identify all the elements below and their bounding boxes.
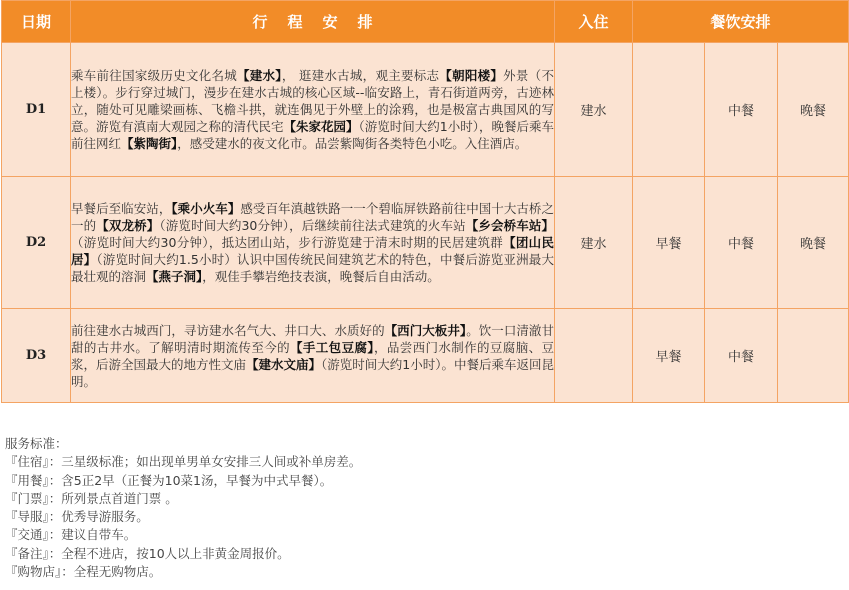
description-text: 感受百年滇越铁路一一个碧临屏铁路前往中国十大古桥之一的	[71, 201, 554, 233]
description-text: （游览时间大约30分钟），抵达团山站，步行游览建于清末时期的民居建筑群	[71, 235, 504, 250]
service-line-shopping: 『购物店』：全程无购物店。	[5, 564, 162, 580]
day-description	[71, 177, 555, 309]
service-line-tickets: 『门票』：所列景点首道门票 。	[5, 490, 178, 506]
attraction-name: 【朱家花园】	[283, 119, 359, 134]
breakfast-cell: 早餐	[633, 177, 705, 309]
table-header-row	[2, 1, 849, 43]
description-text: （游览时间大约1小时）。中餐后乘车返回昆明。	[71, 356, 554, 389]
dinner-cell	[778, 309, 849, 403]
description-text: （游览时间大约1.5小时）认识中国传统民间建筑艺术的特色，中餐后游览亚洲最大最壮观的溶洞	[71, 252, 554, 284]
stay-cell	[555, 309, 633, 403]
attraction-name: 【朝阳楼】	[439, 68, 504, 83]
description-text: ，品尝西门水制作的豆腐脑、豆浆，后游全国最大的地方性文庙	[71, 339, 554, 372]
attraction-name: 【双龙桥】	[96, 218, 160, 233]
description-text: 乘车前往国家级历史文化名城	[71, 68, 237, 83]
header-itinerary-label: 行程安排	[252, 13, 393, 31]
day-label: D3	[2, 309, 71, 403]
service-line-transport: 『交通』：建议自带车。	[5, 527, 137, 543]
description-text: 早餐后至临安站，	[71, 201, 172, 216]
header-stay: 入住	[555, 1, 633, 43]
dinner-cell: 晚餐	[778, 43, 849, 177]
lunch-cell: 中餐	[705, 309, 778, 403]
breakfast-cell	[633, 43, 705, 177]
description-text: ， 逛建水古城，观主要标志	[281, 68, 440, 83]
service-line-guide: 『导服』：优秀导游服务。	[5, 509, 149, 525]
service-line-meals: 『用餐』：含5正2早（正餐为10菜1汤，早餐为中式早餐）。	[5, 472, 333, 488]
service-line-notes: 『备注』：全程不进店，按10人以上非黄金周报价。	[5, 545, 290, 561]
header-date: 日期	[2, 1, 71, 43]
itinerary-table	[1, 0, 849, 403]
header-itinerary	[71, 1, 555, 43]
table-row	[2, 177, 849, 309]
breakfast-cell: 早餐	[633, 309, 705, 403]
description-text: ，观佳手攀岩绝技表演，晚餐后自由活动。	[202, 269, 440, 284]
description-text: 前往建水古城西门，寻访建水名气大、井口大、水质好的	[71, 322, 385, 338]
header-meals: 餐饮安排	[633, 1, 849, 43]
attraction-name: 【乡会桥车站】	[465, 218, 554, 233]
table-row	[2, 309, 849, 403]
lunch-cell: 中餐	[705, 43, 778, 177]
day-label: D2	[2, 177, 71, 309]
description-text: 。饮一口清澈甘甜的古井水。了解明清时期流传至今的	[71, 322, 554, 355]
description-text: （游览时间大约1小时），晚餐后乘车前往网红	[71, 119, 554, 151]
attraction-name: 【建水】	[237, 68, 282, 83]
stay-cell: 建水	[555, 177, 633, 309]
description-text: （游览时间大约30分钟），后继续前往法式建筑的火车站	[159, 218, 466, 233]
attraction-name: 【手工包豆腐】	[290, 339, 374, 355]
service-standards	[5, 435, 361, 581]
attraction-name: 【燕子洞】	[146, 269, 203, 284]
day-description	[71, 43, 555, 177]
table-row	[2, 43, 849, 177]
attraction-name: 【西门大板井】	[384, 322, 467, 338]
attraction-name: 【乘小火车】	[171, 201, 241, 216]
service-title: 服务标准：	[5, 436, 68, 451]
service-line-accommodation: 『住宿』：三星级标准；如出现单男单女安排三人间或补单房差。	[5, 454, 362, 470]
description-text: 外景（不上楼）。步行穿过城门，漫步在建水古城的核心区域--临安路上，青石街道两旁，古迹林立，随处可见雕梁画栋、飞檐斗拱，就连偶见于外壁上的涂鸦，也是极富古典国风的写意。游览有滇南大观园之称的清代民宅	[71, 68, 554, 134]
lunch-cell: 中餐	[705, 177, 778, 309]
attraction-name: 【紫陶街】	[121, 136, 178, 151]
attraction-name: 【团山民居】	[71, 235, 554, 267]
stay-cell: 建水	[555, 43, 633, 177]
day-label: D1	[2, 43, 71, 177]
attraction-name: 【建水文庙】	[246, 356, 322, 372]
dinner-cell: 晚餐	[778, 177, 849, 309]
description-text: ，感受建水的夜文化市。品尝紫陶街各类特色小吃。入住酒店。	[177, 136, 528, 151]
day-description	[71, 309, 555, 403]
